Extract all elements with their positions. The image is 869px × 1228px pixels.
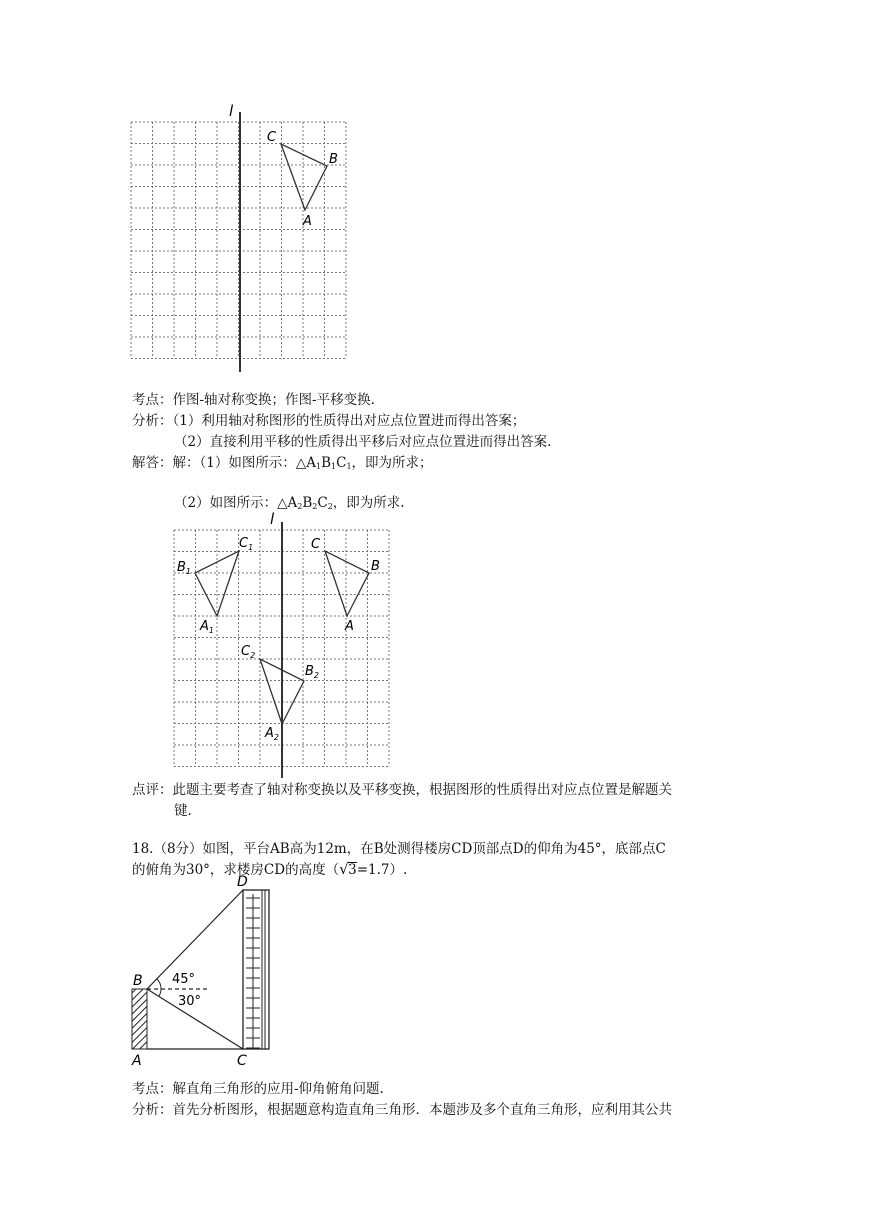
label-b: B: [371, 559, 380, 574]
jieda-item-1: 解：（1）如图所示：$\triangle A_1B_1C_1$，即为所求；: [172, 455, 433, 471]
platform-ab: [132, 989, 147, 1049]
label-c1: $C_1$: [239, 536, 254, 552]
figure-building-angles: [125, 872, 285, 1068]
fenxi-label: 分析：: [132, 1102, 173, 1118]
triangle-abc: [281, 144, 327, 210]
angle-label-45: 45°: [172, 972, 196, 987]
axis-label-l: l: [270, 510, 275, 528]
label-b2: $B_2$: [305, 664, 320, 680]
jieda-label: 解答：: [132, 455, 173, 471]
label-c2: $C_2$: [241, 644, 256, 660]
label-d: D: [237, 874, 248, 890]
kaodian-label: 考点：: [132, 1081, 173, 1097]
dianping-label: 点评：: [132, 782, 173, 798]
angle-arc-45: [157, 979, 161, 989]
fenxi-label: 分析：: [132, 413, 173, 429]
kaodian-text: 作图-轴对称变换；作图-平移变换.: [172, 392, 375, 408]
label-c: C: [311, 537, 321, 552]
angle-arc-30: [159, 989, 161, 996]
angle-label-30: 30°: [178, 994, 202, 1009]
fenxi-text: 首先分析图形，根据题意构造直角三角形．本题涉及多个直角三角形，应利用其公共: [172, 1102, 672, 1118]
kaodian-label: 考点：: [132, 392, 173, 408]
figure-grid-solution: [168, 508, 398, 780]
axis-label-l: l: [229, 102, 234, 120]
sqrt-symbol: √ 3: [339, 860, 357, 878]
label-c: C: [267, 130, 277, 145]
question-18-stem-cont: 的俯角为30°，求楼房CD的高度（ √ 3=1.7）.: [132, 860, 408, 878]
label-c: C: [237, 1053, 247, 1068]
label-a1: $A_1$: [200, 619, 214, 635]
dianping-text-cont: 键.: [174, 803, 192, 819]
dianping-text: 此题主要考查了轴对称变换以及平移变换，根据图形的性质得出对应点位置是解题关: [172, 782, 672, 798]
figure-grid-original: [125, 100, 355, 375]
label-a: A: [132, 1053, 142, 1068]
label-b: B: [133, 973, 143, 989]
fenxi-item-2: （2）直接利用平移的性质得出平移后对应点位置进而得出答案.: [174, 434, 552, 450]
jieda-item-2: （2）如图所示：$\triangle A_2B_2C_2$，即为所求.: [174, 495, 405, 511]
label-a2: $A_2$: [265, 726, 279, 742]
label-a: A: [345, 619, 354, 634]
label-b1: $B_1$: [177, 560, 192, 576]
triangle-abc: [325, 551, 369, 616]
question-18-stem: 18.（8分）如图，平台AB高为12m，在B处测得楼房CD顶部点D的仰角为45°，底部点C: [132, 841, 666, 857]
label-a: A: [303, 214, 312, 229]
kaodian-text: 解直角三角形的应用-仰角俯角问题.: [172, 1081, 384, 1097]
label-b: B: [329, 152, 338, 167]
fenxi-item-1: （1）利用轴对称图形的性质得出对应点位置进而得出答案；: [172, 413, 526, 429]
